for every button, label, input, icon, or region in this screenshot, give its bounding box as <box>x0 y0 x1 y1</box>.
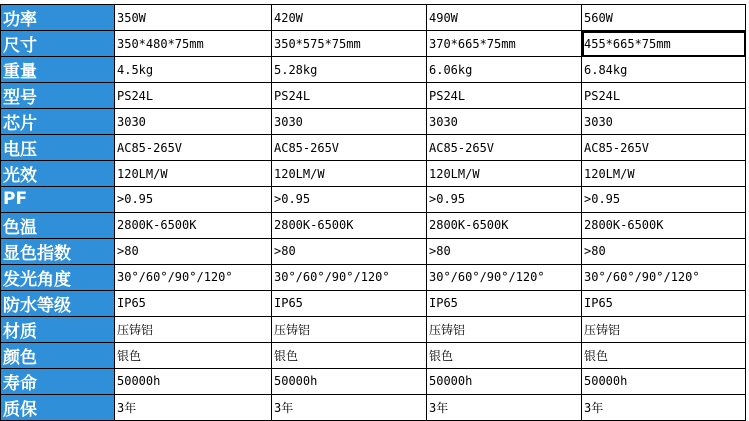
row-label[interactable]: 光效 <box>1 161 115 187</box>
table-row <box>1 264 746 290</box>
table-cell[interactable]: 30°/60°/90°/120° <box>115 264 272 290</box>
table-cell[interactable]: IP65 <box>115 290 272 316</box>
table-cell[interactable]: 30°/60°/90°/120° <box>272 264 427 290</box>
table-cell[interactable]: 3年 <box>427 394 582 420</box>
table-cell[interactable]: 30°/60°/90°/120° <box>582 264 746 290</box>
table-row <box>1 316 746 342</box>
table-cell[interactable]: 350*575*75mm <box>272 31 427 57</box>
table-cell[interactable]: 5.28kg <box>272 57 427 83</box>
table-cell[interactable]: 2800K-6500K <box>115 212 272 238</box>
table-cell[interactable]: >80 <box>582 238 746 264</box>
table-cell[interactable]: 银色 <box>427 342 582 368</box>
row-label[interactable]: 质保 <box>1 394 115 420</box>
table-cell[interactable]: >0.95 <box>272 187 427 213</box>
table-row <box>1 5 746 31</box>
table-cell[interactable]: 3030 <box>115 109 272 135</box>
table-row <box>1 290 746 316</box>
row-label[interactable]: 颜色 <box>1 342 115 368</box>
table-row <box>1 394 746 420</box>
table-row <box>1 368 746 394</box>
table-cell[interactable]: >0.95 <box>582 187 746 213</box>
table-cell[interactable]: 2800K-6500K <box>582 212 746 238</box>
row-label[interactable]: 发光角度 <box>1 264 115 290</box>
table-cell[interactable]: 压铸铝 <box>272 316 427 342</box>
table-cell[interactable]: PS24L <box>115 83 272 109</box>
row-label[interactable]: 防水等级 <box>1 290 115 316</box>
table-cell[interactable]: 银色 <box>115 342 272 368</box>
table-cell[interactable]: 6.84kg <box>582 57 746 83</box>
table-cell[interactable]: 560W <box>582 5 746 31</box>
table-cell[interactable]: 490W <box>427 5 582 31</box>
table-cell[interactable]: AC85-265V <box>272 135 427 161</box>
table-cell[interactable]: 3030 <box>582 109 746 135</box>
table-cell[interactable]: >80 <box>115 238 272 264</box>
row-label[interactable]: 显色指数 <box>1 238 115 264</box>
table-cell[interactable]: 455*665*75mm <box>582 31 746 57</box>
table-row <box>1 135 746 161</box>
table-cell[interactable]: IP65 <box>427 290 582 316</box>
table-cell[interactable]: 120LM/W <box>272 161 427 187</box>
table-cell[interactable]: PS24L <box>427 83 582 109</box>
table-row <box>1 31 746 57</box>
table-cell[interactable]: AC85-265V <box>582 135 746 161</box>
table-cell[interactable]: 420W <box>272 5 427 31</box>
spec-table <box>0 4 746 421</box>
table-row <box>1 83 746 109</box>
table-cell[interactable]: 120LM/W <box>115 161 272 187</box>
table-cell[interactable]: 50000h <box>582 368 746 394</box>
table-cell[interactable]: >80 <box>427 238 582 264</box>
table-cell[interactable]: PS24L <box>272 83 427 109</box>
table-cell[interactable]: 350W <box>115 5 272 31</box>
table-cell[interactable]: 50000h <box>115 368 272 394</box>
row-label[interactable]: 型号 <box>1 83 115 109</box>
table-cell[interactable]: 120LM/W <box>582 161 746 187</box>
table-cell[interactable]: 50000h <box>272 368 427 394</box>
table-cell[interactable]: 4.5kg <box>115 57 272 83</box>
table-cell[interactable]: 120LM/W <box>427 161 582 187</box>
table-cell[interactable]: 2800K-6500K <box>272 212 427 238</box>
table-cell[interactable]: 压铸铝 <box>115 316 272 342</box>
row-label[interactable]: 芯片 <box>1 109 115 135</box>
table-cell[interactable]: 6.06kg <box>427 57 582 83</box>
row-label[interactable]: 尺寸 <box>1 31 115 57</box>
table-cell[interactable]: >0.95 <box>115 187 272 213</box>
table-cell[interactable]: 3年 <box>115 394 272 420</box>
table-cell[interactable]: 压铸铝 <box>582 316 746 342</box>
row-label[interactable]: 寿命 <box>1 368 115 394</box>
table-row <box>1 342 746 368</box>
row-label[interactable]: PF <box>1 187 115 213</box>
table-cell[interactable]: AC85-265V <box>115 135 272 161</box>
table-cell[interactable]: 3030 <box>272 109 427 135</box>
table-row <box>1 57 746 83</box>
table-row <box>1 109 746 135</box>
row-label[interactable]: 重量 <box>1 57 115 83</box>
table-cell[interactable]: >80 <box>272 238 427 264</box>
row-label[interactable]: 电压 <box>1 135 115 161</box>
table-cell[interactable]: >0.95 <box>427 187 582 213</box>
row-label[interactable]: 功率 <box>1 5 115 31</box>
table-row <box>1 212 746 238</box>
table-row <box>1 187 746 213</box>
table-cell[interactable]: PS24L <box>582 83 746 109</box>
table-cell[interactable]: IP65 <box>272 290 427 316</box>
row-label[interactable]: 色温 <box>1 212 115 238</box>
table-cell[interactable]: 350*480*75mm <box>115 31 272 57</box>
table-cell[interactable]: 压铸铝 <box>427 316 582 342</box>
table-row <box>1 238 746 264</box>
table-cell[interactable]: 2800K-6500K <box>427 212 582 238</box>
table-cell[interactable]: 370*665*75mm <box>427 31 582 57</box>
table-cell[interactable]: 30°/60°/90°/120° <box>427 264 582 290</box>
table-cell[interactable]: IP65 <box>582 290 746 316</box>
row-label[interactable]: 材质 <box>1 316 115 342</box>
table-cell[interactable]: 50000h <box>427 368 582 394</box>
table-row <box>1 161 746 187</box>
table-cell[interactable]: 3年 <box>582 394 746 420</box>
table-cell[interactable]: AC85-265V <box>427 135 582 161</box>
table-cell[interactable]: 3年 <box>272 394 427 420</box>
table-cell[interactable]: 3030 <box>427 109 582 135</box>
table-cell[interactable]: 银色 <box>272 342 427 368</box>
table-cell[interactable]: 银色 <box>582 342 746 368</box>
spec-table-body <box>1 5 746 421</box>
